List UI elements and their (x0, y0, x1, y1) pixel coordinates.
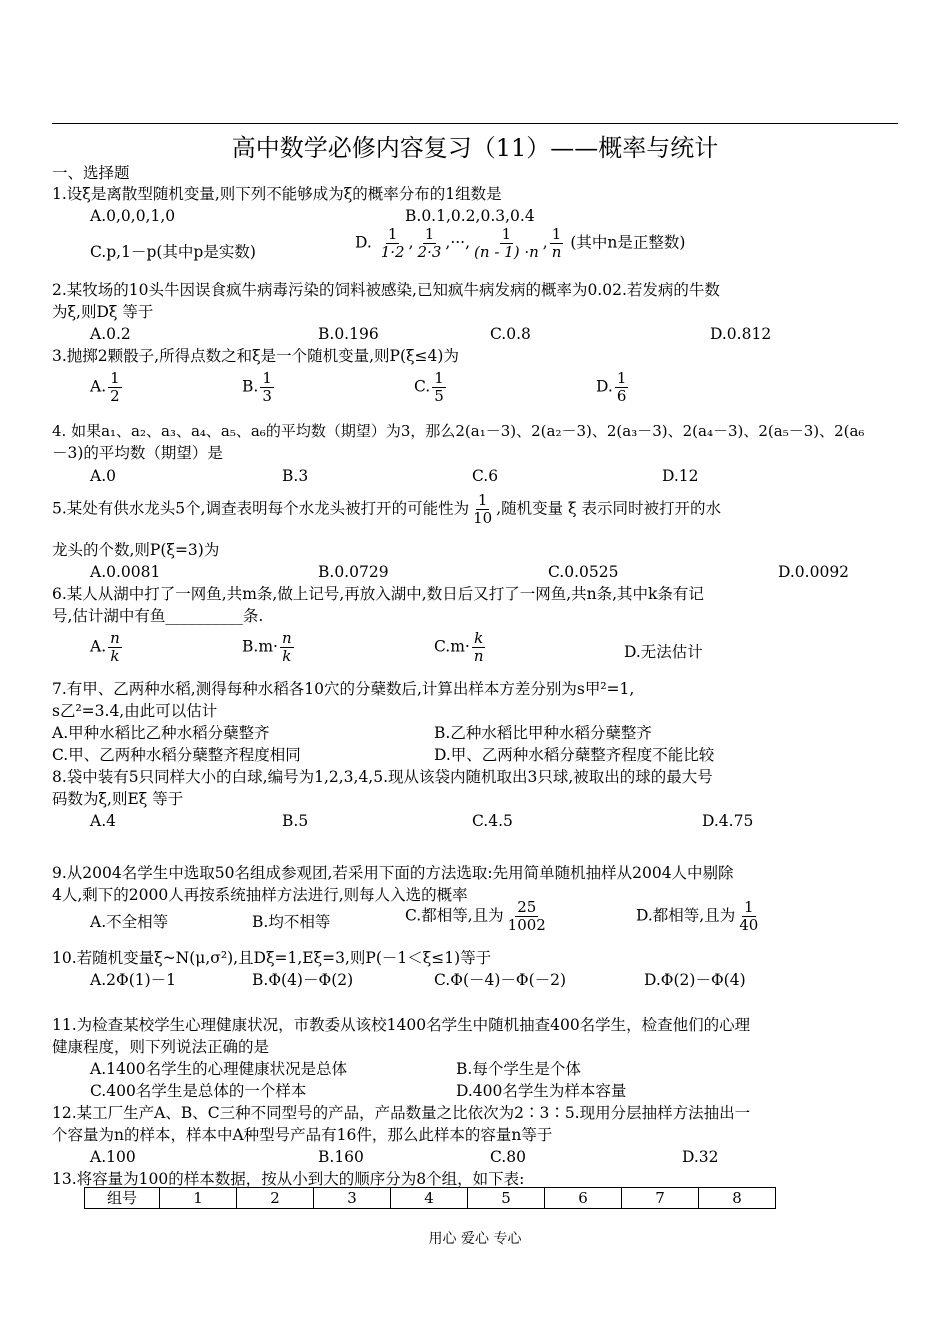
q7-line2: s乙²=3.4,由此可以估计 (52, 702, 218, 720)
q10-option-a: A.2Φ(1)－1 (90, 971, 177, 989)
q1-option-c: C.p,1－p(其中p是实数) (90, 243, 256, 261)
q7-line1: 7.有甲、乙两种水稻,测得每种水稻各10穴的分蘖数后,计算出样本方差分别为s甲²=1, (52, 680, 635, 698)
q3-option-c: C. $\frac{1}{5}$ (414, 369, 444, 405)
q4-line1: 4. 如果a₁、a₂、a₃、a₄、a₅、a₆的平均数（期望）为3，那么2(a₁－3)、2(a₂－3)、2(a₃－3)、2(a₄－3)、2(a₅－3)、2(a₆ (52, 422, 865, 440)
q9-option-c: C.都相等,且为 $\frac{25}{1002}$ (405, 898, 546, 934)
q7-option-a: A.甲种水稻比乙种水稻分蘖整齐 (52, 724, 270, 742)
q11-option-b: B.每个学生是个体 (456, 1060, 581, 1078)
q4-line2: －3)的平均数（期望）是 (52, 444, 223, 462)
q3-a-fraction: $\frac{1}{2}$ (110, 369, 120, 405)
q12-option-a: A.100 (90, 1148, 136, 1166)
q3-stem: 3.抛掷2颗骰子,所得点数之和ξ是一个随机变量,则P(ξ≤4)为 (52, 347, 459, 365)
header-rule (52, 123, 898, 124)
q6-option-b: B.m· $\frac{n}{k}$ (242, 629, 292, 665)
q1-d-fraction-2: $\frac{1}{2\cdot 3}$ (417, 225, 442, 261)
q9-line1: 9.从2004名学生中选取50名组成参观团,若采用下面的方法选取:先用简单随机抽样从2004人中剔除 (52, 864, 734, 882)
q1-d-fraction-4: $\frac{1}{n}$ (551, 225, 562, 261)
q8-option-a: A.4 (90, 812, 116, 830)
q3-c-fraction: $\frac{1}{5}$ (434, 369, 444, 405)
q4-option-d: D.12 (662, 467, 699, 485)
q3-option-d: D. $\frac{1}{6}$ (596, 369, 627, 405)
q10-option-d: D.Φ(2)－Φ(4) (644, 971, 746, 989)
q12-option-c: C.80 (490, 1148, 526, 1166)
q8-option-d: D.4.75 (702, 812, 754, 830)
q11-option-a: A.1400名学生的心理健康状况是总体 (90, 1060, 348, 1078)
q9-option-d: D.都相等,且为 $\frac{1}{40}$ (636, 898, 759, 934)
q6-option-c: C.m· $\frac{k}{n}$ (434, 629, 484, 665)
q6-b-fraction: $\frac{n}{k}$ (281, 629, 292, 665)
q2-option-b: B.0.196 (318, 325, 379, 343)
group-table (84, 1187, 776, 1209)
q4-option-c: C.6 (472, 467, 499, 485)
q12-line2: 个容量为n的样本，样本中A种型号产品有16件，那么此样本的容量n等于 (52, 1126, 553, 1144)
q9-line2: 4人,剩下的2000人再按系统抽样方法进行,则每人入选的概率 (52, 886, 468, 904)
q2-option-a: A.0.2 (90, 325, 131, 343)
q8-option-b: B.5 (282, 812, 309, 830)
q1-d-ellipsis: ,···, (445, 233, 471, 252)
q10-option-b: B.Φ(4)－Φ(2) (252, 971, 354, 989)
q12-option-b: B.160 (318, 1148, 364, 1166)
q6-c-fraction: $\frac{k}{n}$ (473, 629, 484, 665)
q11-line2: 健康程度，则下列说法正确的是 (52, 1038, 270, 1056)
q8-option-c: C.4.5 (472, 812, 513, 830)
page-title: 高中数学必修内容复习（11）——概率与统计 (231, 134, 719, 162)
q2-line1: 2.某牧场的10头牛因误食疯牛病毒污染的饲料被感染,已知疯牛病发病的概率为0.02.若发病的牛数 (52, 281, 720, 299)
q1-d-label: D. (355, 233, 372, 252)
q9-d-fraction: $\frac{1}{40}$ (739, 898, 759, 934)
q5-option-c: C.0.0525 (548, 563, 619, 581)
q5-fraction: $\frac{1}{10}$ (473, 491, 493, 527)
q2-option-c: C.0.8 (490, 325, 531, 343)
q1-d-note: (其中n是正整数) (570, 233, 686, 252)
table-header-cell: 7 (622, 1188, 699, 1209)
q5-option-a: A.0.0081 (90, 563, 161, 581)
table-header-cell: 3 (314, 1188, 391, 1209)
q5-line2: 龙头的个数,则P(ξ=3)为 (52, 541, 220, 559)
q6-option-d: D.无法估计 (624, 643, 703, 661)
q6-line1: 6.某人从湖中打了一网鱼,共m条,做上记号,再放入湖中,数日后又打了一网鱼,共n条,其中k条有记 (52, 585, 704, 603)
q6-line2: 号,估计湖中有鱼__________条. (52, 607, 264, 625)
q1-d-fraction-1: $\frac{1}{1\cdot 2}$ (380, 225, 405, 261)
q4-option-b: B.3 (282, 467, 309, 485)
table-header-cell: 2 (237, 1188, 314, 1209)
q3-option-b: B. $\frac{1}{3}$ (242, 369, 272, 405)
table-row (85, 1188, 776, 1209)
q13-stem: 13.将容量为100的样本数据，按从小到大的顺序分为8个组，如下表: (52, 1170, 525, 1188)
q11-option-d: D.400名学生为样本容量 (456, 1082, 627, 1100)
q11-line1: 11.为检查某校学生心理健康状况，市教委从该校1400名学生中随机抽查400名学生，检查他们的心理 (52, 1016, 751, 1034)
q1-option-a: A.0,0,0,1,0 (90, 207, 176, 225)
q7-option-b: B.乙种水稻比甲种水稻分蘖整齐 (434, 724, 652, 742)
q2-option-d: D.0.812 (710, 325, 772, 343)
q3-b-fraction: $\frac{1}{3}$ (262, 369, 272, 405)
q10-option-c: C.Φ(－4)－Φ(－2) (434, 971, 567, 989)
table-header-cell: 组号 (85, 1188, 160, 1209)
q9-option-b: B.均不相等 (252, 913, 331, 931)
page-footer: 用心 爱心 专心 (428, 1231, 522, 1247)
q3-d-fraction: $\frac{1}{6}$ (616, 369, 627, 405)
q5-option-b: B.0.0729 (318, 563, 389, 581)
q12-line1: 12.某工厂生产A、B、C三种不同型号的产品，产品数量之比依次为2∶3∶5.现用分层抽样方法抽出一 (52, 1104, 751, 1122)
q6-option-a: A. $\frac{n}{k}$ (90, 629, 120, 665)
q3-option-a: A. $\frac{1}{2}$ (90, 369, 120, 405)
table-header-cell: 6 (545, 1188, 622, 1209)
q4-option-a: A.0 (90, 467, 116, 485)
table-header-cell: 4 (391, 1188, 468, 1209)
q1-d-fraction-3: $\frac{1}{(n - 1) \cdot n}$ (474, 225, 539, 261)
q10-stem: 10.若随机变量ξ~N(μ,σ²),且Dξ=1,Eξ=3,则P(－1＜ξ≤1)等于 (52, 949, 492, 967)
q1-option-b: B.0.1,0.2,0.3,0.4 (405, 207, 535, 225)
table-header-cell: 8 (699, 1188, 776, 1209)
q9-c-fraction: $\frac{25}{1002}$ (507, 898, 546, 934)
table-header-cell: 1 (160, 1188, 237, 1209)
q2-line2: 为ξ,则Dξ 等于 (52, 303, 154, 321)
table-header-cell: 5 (468, 1188, 545, 1209)
q7-option-c: C.甲、乙两种水稻分蘖整齐程度相同 (52, 746, 301, 764)
q5-line1: 5.某处有供水龙头5个,调查表明每个水龙头被打开的可能性为 $\frac{1}{10}$ ,随机变量 ξ 表示同时被打开的水 (52, 491, 722, 527)
section-heading: 一、选择题 (52, 164, 130, 182)
q8-line1: 8.袋中装有5只同样大小的白球,编号为1,2,3,4,5.现从该袋内随机取出3只球,被取出的球的最大号 (52, 768, 713, 786)
q11-option-c: C.400名学生是总体的一个样本 (90, 1082, 307, 1100)
q12-option-d: D.32 (682, 1148, 719, 1166)
q9-option-a: A.不全相等 (90, 913, 169, 931)
q8-line2: 码数为ξ,则Eξ 等于 (52, 790, 184, 808)
q6-a-fraction: $\frac{n}{k}$ (110, 629, 120, 665)
q5-option-d: D.0.0092 (778, 563, 850, 581)
q1-stem: 1.设ξ是离散型随机变量,则下列不能够成为ξ的概率分布的1组数是 (52, 185, 502, 203)
q7-option-d: D.甲、乙两种水稻分蘖整齐程度不能比较 (434, 746, 715, 764)
q1-option-d: D. $\frac{1}{1\cdot 2}$ , $\frac{1}{2\cdot 3}$ ,···, $\frac{1}{(n - 1) \cdot n}$ , $\frac{1}{n}$ (其中n是正整数) (355, 225, 686, 261)
